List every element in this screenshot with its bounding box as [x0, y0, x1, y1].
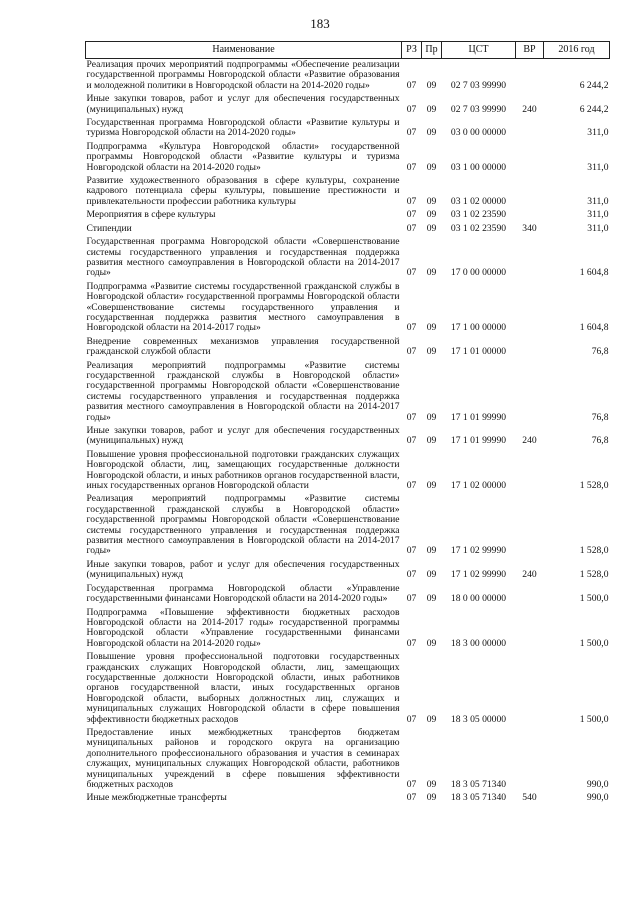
cell-pr: 09 [426, 195, 437, 207]
table-row [86, 336, 610, 360]
cell-pr: 09 [426, 209, 437, 221]
cell-amount: 76,8 [591, 346, 609, 358]
cell-amount: 311,0 [587, 195, 609, 207]
cell-pr: 09 [426, 779, 437, 790]
cell-rz: 07 [406, 480, 417, 492]
cell-rz: 07 [406, 195, 417, 207]
cell-vr [516, 360, 544, 425]
cell-cst: 18 3 05 71340 [450, 792, 507, 804]
cell-amount: 1 528,0 [579, 480, 609, 492]
cell-name: Стипендии [86, 222, 132, 234]
cell-vr [516, 141, 544, 175]
cell-cst: 03 1 02 00000 [450, 195, 507, 207]
cell-amount: 1 604,8 [579, 322, 609, 334]
cell-rz: 07 [406, 637, 417, 649]
table-row [86, 59, 610, 94]
cell-name: Государственная программа Новгородской области «Развитие культуры и туризма Новгородской области на 2014-2020 годы» [86, 117, 400, 139]
cell-rz: 07 [406, 569, 417, 581]
table-row [86, 607, 610, 652]
table-row [86, 559, 610, 583]
cell-cst: 03 1 02 23590 [450, 209, 507, 221]
cell-vr [516, 607, 544, 652]
cell-vr [516, 727, 544, 792]
cell-vr [516, 175, 544, 209]
column-header-name: Наименование [86, 42, 402, 59]
cell-vr: 240 [522, 435, 537, 447]
cell-cst: 02 7 03 99990 [450, 79, 507, 91]
column-header-rz: РЗ [402, 42, 422, 59]
cell-amount: 1 500,0 [579, 713, 609, 725]
cell-name: Подпрограмма «Развитие системы государственной гражданской службы в Новгородской области» государственной программы Новгородской области «Совершенствование системы государственного управления и государственная поддержка развития местного самоуправления в Новгородской области на 2014-2017 годы» [86, 280, 400, 334]
cell-vr [516, 209, 544, 222]
cell-name: Государственная программа Новгородской области «Управление государственными финансами Новгородской области на 2014-2020 годы» [86, 582, 400, 605]
cell-pr: 09 [426, 161, 437, 173]
table-row [86, 141, 610, 175]
cell-amount: 311,0 [587, 127, 609, 139]
cell-vr [516, 493, 544, 558]
cell-vr [516, 281, 544, 336]
cell-pr: 09 [426, 545, 437, 557]
cell-amount: 990,0 [586, 779, 609, 790]
column-header-year: 2016 год [544, 42, 610, 59]
cell-name: Развитие художественного образования в сфере культуры, сохранение кадрового потенциала сферы культуры, повышение престижности и привлекательности профессии работника культуры [86, 175, 400, 207]
cell-amount: 1 500,0 [579, 637, 609, 649]
cell-pr: 09 [426, 713, 437, 725]
cell-name: Повышение уровня профессиональной подготовки гражданских служащих Новгородской области, лиц, замещающих государственные должности Новгородской области, и иных работников органов государственной власти, иных государственных органов Новгородской области [86, 448, 400, 492]
budget-table [85, 41, 610, 806]
table-row [86, 236, 610, 281]
cell-amount: 990,0 [586, 792, 609, 804]
cell-amount: 311,0 [587, 161, 609, 173]
cell-rz: 07 [406, 545, 417, 557]
cell-pr: 09 [426, 569, 437, 581]
table-row [86, 583, 610, 607]
cell-amount: 76,8 [591, 411, 609, 423]
cell-name: Внедрение современных механизмов управления государственной гражданской службой области [86, 335, 400, 358]
cell-vr [516, 449, 544, 494]
cell-rz: 07 [406, 411, 417, 423]
table-row [86, 175, 610, 209]
cell-vr [516, 59, 544, 94]
cell-amount: 6 244,2 [579, 79, 609, 91]
cell-cst: 03 0 00 00000 [450, 127, 507, 139]
cell-rz: 07 [406, 346, 417, 358]
cell-pr: 09 [426, 637, 437, 649]
cell-name: Иные закупки товаров, работ и услуг для обеспечения государственных (муниципальных) нужд [86, 425, 400, 447]
cell-pr: 09 [426, 792, 437, 804]
cell-vr: 540 [522, 792, 537, 804]
cell-cst: 02 7 03 99990 [450, 103, 507, 115]
table-row [86, 792, 610, 805]
cell-vr [516, 583, 544, 607]
cell-amount: 1 500,0 [579, 593, 609, 605]
cell-pr: 09 [426, 346, 437, 358]
cell-rz: 07 [406, 79, 417, 91]
cell-name: Реализация мероприятий подпрограммы «Развитие системы государственной гражданской службы в Новгородской области» государственной программы Новгородской области «Совершенствование системы государственного управления и государственная поддержка развития местного самоуправления в Новгородской области на 2014-2017 годы» [86, 359, 400, 423]
cell-pr: 09 [426, 480, 437, 492]
cell-vr [516, 117, 544, 141]
cell-pr: 09 [426, 79, 437, 91]
cell-rz: 07 [406, 103, 417, 115]
column-header-vr: ВР [516, 42, 544, 59]
table-row [86, 209, 610, 222]
cell-cst: 17 1 01 00000 [450, 346, 507, 358]
cell-rz: 07 [406, 161, 417, 173]
page-number: 183 [310, 16, 330, 31]
cell-rz: 07 [406, 127, 417, 139]
cell-pr: 09 [426, 103, 437, 115]
cell-name: Иные закупки товаров, работ и услуг для обеспечения государственных (муниципальных) нужд [86, 558, 400, 581]
table-row [86, 651, 610, 727]
cell-vr: 340 [522, 222, 537, 234]
cell-name: Подпрограмма «Культура Новгородской области» государственной программы Новгородской области «Развитие культуры и туризма Новгородской области на 2014-2020 годы» [86, 140, 400, 173]
cell-name: Реализация прочих мероприятий подпрограммы «Обеспечение реализации государственной программы Новгородской области «Развитие образования и молодежной политики в Новгородской области на 2014-2020 годы» [86, 59, 400, 91]
cell-vr [516, 336, 544, 360]
cell-name: Подпрограмма «Повышение эффективности бюджетных расходов Новгородской области на 2014-2017 годы» государственной программы Новгородской области «Управление государственными финансами Новгородской области на 2014-2020 годы» [86, 606, 400, 649]
cell-rz: 07 [406, 322, 417, 334]
cell-cst: 18 3 05 71340 [450, 779, 507, 790]
cell-amount: 1 528,0 [579, 569, 609, 581]
table-row [86, 727, 610, 792]
column-header-pr: Пр [422, 42, 442, 59]
cell-rz: 07 [406, 267, 417, 279]
column-header-cst: ЦСТ [442, 42, 516, 59]
cell-amount: 311,0 [587, 222, 609, 234]
cell-vr: 240 [522, 103, 537, 115]
cell-cst: 17 1 01 99990 [450, 435, 507, 447]
cell-vr [516, 651, 544, 727]
cell-name: Иные закупки товаров, работ и услуг для обеспечения государственных (муниципальных) нужд [86, 93, 400, 115]
cell-pr: 09 [426, 322, 437, 334]
cell-amount: 6 244,2 [579, 103, 609, 115]
cell-name: Повышение уровня профессиональной подготовки государственных гражданских служащих Новгородской области, лиц, замещающих государственные должности Новгородской области, иных работников органов государственной власти, иных государственных органов Новгородской области, выборных должностных лиц, служащих и муниципальных служащих Новгородской области в сфере повышения эффективности бюджетных расходов [86, 651, 400, 725]
table-row [86, 360, 610, 425]
cell-name: Государственная программа Новгородской области «Совершенствование системы государственного управления и государственная поддержка развития местного самоуправления в Новгородской области на 2014-2017 годы» [86, 236, 400, 279]
cell-cst: 18 3 00 00000 [450, 637, 507, 649]
table-header-row [86, 42, 610, 59]
table-row [86, 449, 610, 494]
table-row [86, 281, 610, 336]
table-row [86, 117, 610, 141]
cell-amount: 311,0 [587, 209, 609, 221]
cell-rz: 07 [406, 593, 417, 605]
cell-cst: 18 0 00 00000 [450, 593, 507, 605]
cell-cst: 18 3 05 00000 [450, 713, 507, 725]
cell-rz: 07 [406, 222, 417, 234]
cell-cst: 17 1 02 00000 [450, 480, 507, 492]
cell-name: Мероприятия в сфере культуры [86, 209, 216, 221]
cell-cst: 17 1 00 00000 [450, 322, 507, 334]
cell-rz: 07 [406, 435, 417, 447]
cell-pr: 09 [426, 267, 437, 279]
table-row [86, 425, 610, 449]
cell-pr: 09 [426, 222, 437, 234]
cell-pr: 09 [426, 127, 437, 139]
cell-amount: 76,8 [591, 435, 609, 447]
cell-name: Иные межбюджетные трансферты [86, 792, 227, 804]
cell-cst: 17 0 00 00000 [450, 267, 507, 279]
cell-pr: 09 [426, 435, 437, 447]
cell-vr [516, 236, 544, 281]
cell-rz: 07 [406, 209, 417, 221]
cell-cst: 03 1 02 23590 [450, 222, 507, 234]
cell-pr: 09 [426, 593, 437, 605]
cell-rz: 07 [406, 792, 417, 804]
cell-amount: 1 604,8 [579, 267, 609, 279]
table-row [86, 93, 610, 117]
table-body [86, 59, 610, 806]
cell-pr: 09 [426, 411, 437, 423]
cell-cst: 17 1 02 99990 [450, 545, 507, 557]
cell-cst: 17 1 02 99990 [450, 569, 507, 581]
cell-cst: 03 1 00 00000 [450, 161, 507, 173]
table-row [86, 223, 610, 236]
cell-rz: 07 [406, 779, 417, 790]
cell-name: Реализация мероприятий подпрограммы «Развитие системы государственной гражданской службы в Новгородской области» государственной программы Новгородской области «Совершенствование системы государственного управления и государственная поддержка развития местного самоуправления в Новгородской области на 2014-2017 годы» [86, 493, 400, 557]
cell-rz: 07 [406, 713, 417, 725]
cell-name: Предоставление иных межбюджетных трансфертов бюджетам муниципальных районов и городского округа на организацию дополнительного профессионального образования и участия в семинарах служащих, муниципальных служащих Новгородской области, работников муниципальных учреждений в сфере повышения эффективности бюджетных расходов [86, 726, 400, 790]
cell-vr: 240 [522, 569, 537, 581]
table-row [86, 493, 610, 558]
cell-cst: 17 1 01 99990 [450, 411, 507, 423]
cell-amount: 1 528,0 [579, 545, 609, 557]
